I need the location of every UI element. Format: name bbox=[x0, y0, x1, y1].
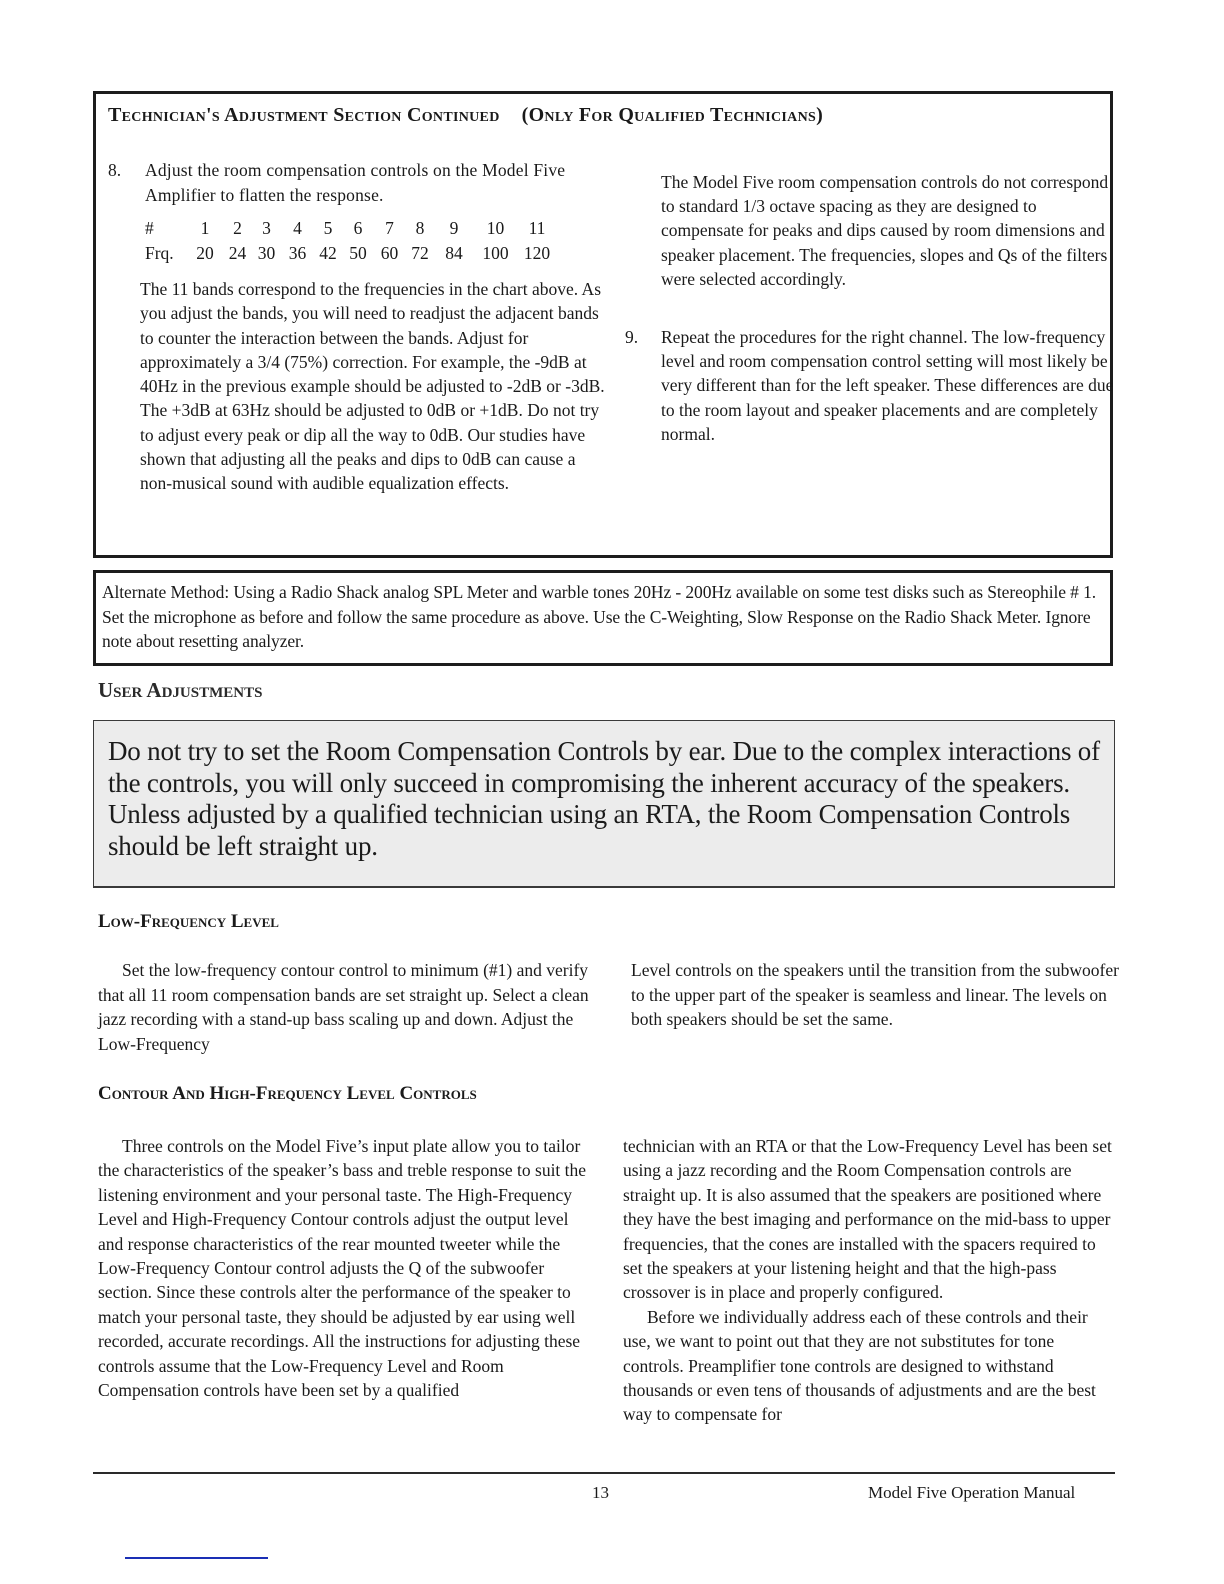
footer-divider bbox=[93, 1472, 1115, 1474]
low-frequency-level-heading: Low-Frequency Level bbox=[98, 911, 279, 932]
step-8-number: 8. bbox=[108, 160, 122, 180]
frequency-value: 30 bbox=[257, 242, 276, 263]
frequency-value: 24 bbox=[228, 242, 247, 263]
frequency-value: 60 bbox=[380, 242, 399, 263]
frequency-row bbox=[145, 241, 556, 266]
low-frequency-left-column: Set the low-frequency contour control to minimum (#1) and verify that all 11 room compensation bands are set straight up. Select a clean jazz recording with a stand-up bass scaling up and down. Adjust the Low-Frequency bbox=[98, 960, 589, 1054]
band-number: 7 bbox=[385, 218, 394, 238]
step-8-body: The 11 bands correspond to the frequencies in the chart above. As you adjust the bands, you will need to readjust the adjacent bands to counter the interaction between the bands. Adjust for approximately a 3/4 (75%) correction. For example, the -9dB at 40Hz in the previous example should be adjusted to -2dB or -3dB. The +3dB at 63Hz should be adjusted to 0dB or +1dB. Do not try to adjust every peak or dip all the way to 0dB. Our studies have shown that adjusting all the peaks and dips to 0dB can cause a non-musical sound with audible equalization effects. bbox=[140, 279, 605, 494]
warning-text: Do not try to set the Room Compensation Controls by ear. Due to the complex interactions of the controls, you will only succeed in compromising the inherent accuracy of the speakers. Unless adjusted by a qualified technician using an RTA, the Room Compensation Controls should be left straight up. bbox=[108, 736, 1100, 861]
band-number: 10 bbox=[486, 218, 505, 238]
step-9-number: 9. bbox=[625, 327, 639, 347]
contour-right-column bbox=[623, 1134, 1118, 1427]
frequency-value: 42 bbox=[319, 242, 337, 263]
band-number-row bbox=[145, 216, 556, 241]
title-main: Technician's Adjustment Section Continued bbox=[108, 104, 500, 126]
low-frequency-right-column: Level controls on the speakers until the transition from the subwoofer to the upper part of the speaker is seamless and linear. The levels on both speakers should be set the same. bbox=[631, 960, 1119, 1029]
contour-right-paragraph-2: Before we individually address each of these controls and their use, we want to point out that they are not substitutes for tone controls. Preamplifier tone controls are designed to withstand thousands or even tens of thousands of adjustments and are the best way to compensate for bbox=[623, 1306, 1096, 1425]
blue-underline-mark bbox=[125, 1557, 268, 1559]
step-8-text: Adjust the room compensation controls on the Model Five Amplifier to flatten the response. bbox=[145, 160, 566, 205]
step-9-text: Repeat the procedures for the right channel. The low-frequency level and room compensation control setting will most likely be very different than for the left speaker. These differences are due to the room layout and speaker placements and are completely normal. bbox=[661, 327, 1114, 444]
band-number: 2 bbox=[233, 218, 242, 238]
frequency-value: 20 bbox=[196, 242, 214, 263]
frequency-value: 120 bbox=[523, 242, 551, 263]
band-number: 5 bbox=[323, 218, 333, 238]
title-qualifier: (Only For Qualified Technicians) bbox=[521, 104, 824, 126]
page-number: 13 bbox=[592, 1483, 609, 1502]
band-number: 9 bbox=[449, 218, 459, 238]
band-number: 4 bbox=[293, 218, 302, 238]
frequency-value: 72 bbox=[411, 242, 429, 263]
row-label: # bbox=[145, 218, 154, 238]
contour-right-paragraph-1: technician with an RTA or that the Low-Frequency Level has been set using a jazz recording and the Room Compensation controls are straight up. It is also assumed that the speakers are positioned where they have the best imaging and performance on the mid-bass to upper frequencies, that the cones are installed with the spacers required to set the speakers at your listening height and that the high-pass crossover is in place and properly configured. bbox=[623, 1136, 1112, 1303]
frequency-value: 36 bbox=[288, 242, 307, 263]
frequency-value: 100 bbox=[482, 242, 509, 263]
band-number: 6 bbox=[353, 218, 363, 238]
band-frequency-table bbox=[145, 216, 556, 265]
contour-controls-heading: Contour And High-Frequency Level Controls bbox=[98, 1083, 477, 1104]
manual-title: Model Five Operation Manual bbox=[868, 1483, 1076, 1502]
frequency-value: 50 bbox=[349, 242, 367, 263]
user-adjustments-heading: User Adjustments bbox=[98, 678, 263, 702]
band-number: 8 bbox=[415, 218, 425, 238]
frequency-value: 84 bbox=[445, 242, 463, 263]
contour-left-column: Three controls on the Model Five’s input plate allow you to tailor the characteristics of the speaker’s bass and treble response to suit the listening environment and your personal taste. The High-Frequency Level and High-Frequency Contour controls adjust the output level and response characteristics of the rear mounted tweeter while the Low-Frequency Contour control adjusts the Q of the subwoofer section. Since these controls alter the performance of the speaker to match your personal taste, they should be adjusted by ear using well recorded, accurate recordings. All the instructions for adjusting these controls assume that the Low-Frequency Level and Room Compensation controls have been set by a qualified bbox=[98, 1136, 587, 1401]
band-number: 11 bbox=[528, 218, 546, 238]
compensation-note: The Model Five room compensation controls do not correspond to standard 1/3 octave spacing as they are designed to compensate for peaks and dips caused by room dimensions and speaker placement. The frequencies, slopes and Qs of the filters were selected accordingly. bbox=[661, 172, 1109, 289]
band-number: 1 bbox=[200, 218, 210, 238]
technician-section-title bbox=[108, 104, 823, 127]
band-number: 3 bbox=[262, 218, 271, 238]
row-label: Frq. bbox=[145, 242, 174, 263]
alternate-method-text: Alternate Method: Using a Radio Shack analog SPL Meter and warble tones 20Hz - 200Hz available on some test disks such as Stereophile # 1. Set the microphone as before and follow the same procedure as above. Use the C-Weighting, Slow Response on the Radio Shack Meter. Ignore note about resetting analyzer. bbox=[102, 582, 1097, 651]
